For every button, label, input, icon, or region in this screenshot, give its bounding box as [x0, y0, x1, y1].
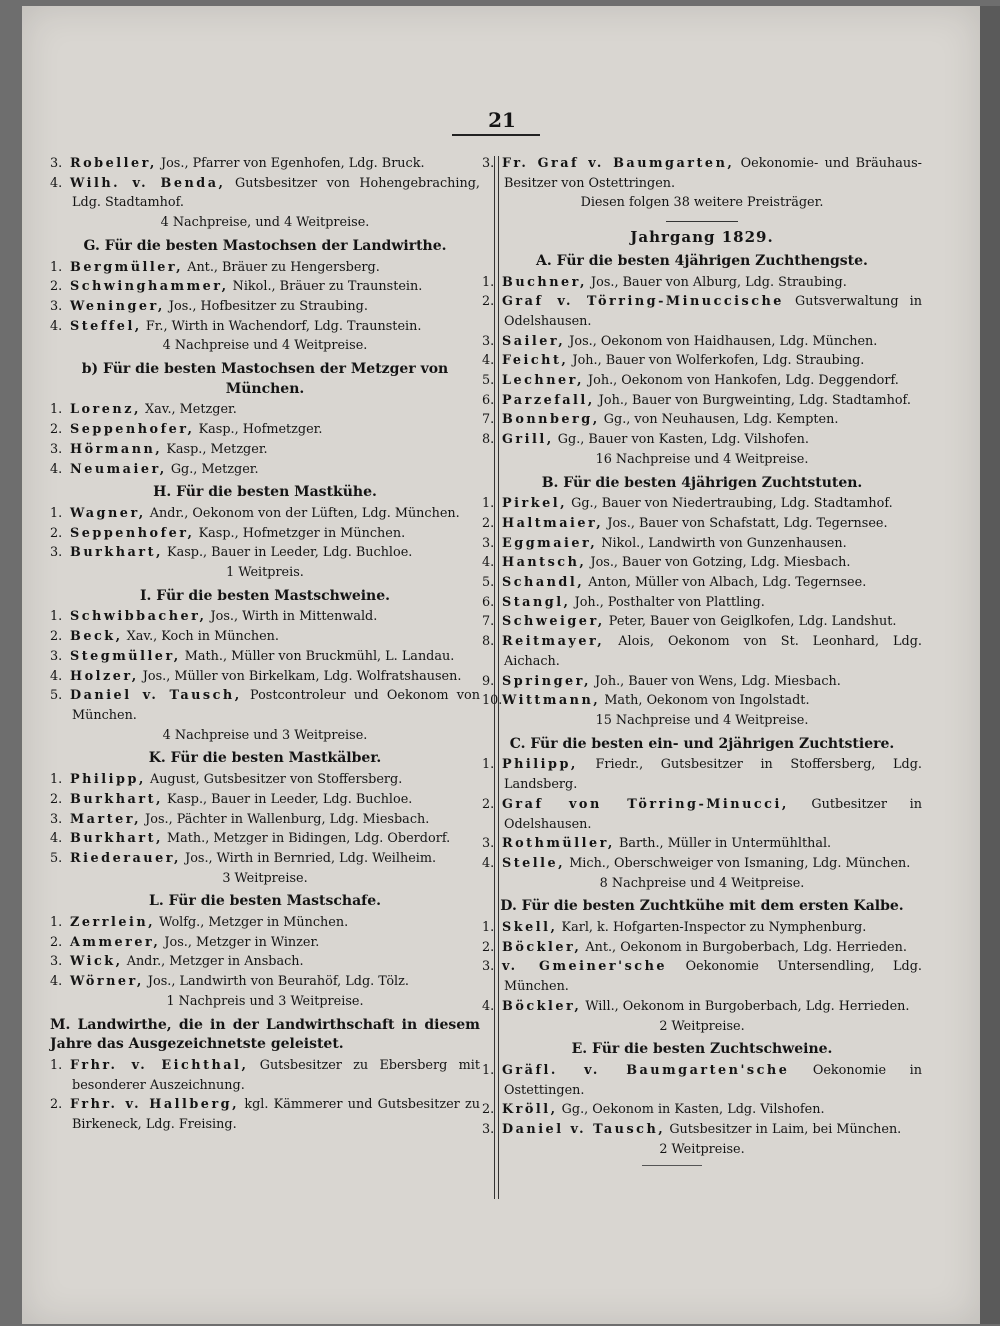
entry-number: 1.	[50, 915, 63, 931]
list-entry	[50, 1056, 480, 1095]
entry-detail: Nikol., Landwirth von Gunzenhausen.	[601, 535, 847, 551]
entry-name: Schwibbacher,	[70, 609, 207, 625]
entry-number: 3.	[50, 545, 63, 561]
list-entry	[482, 494, 922, 514]
entry-detail: Will., Oekonom in Burgoberbach, Ldg. Herrieden.	[585, 998, 910, 1014]
prize-note: 16 Nachpreise und 4 Weitpreise.	[595, 451, 809, 467]
list-entry	[50, 420, 480, 440]
entry-detail: Jos., Metzger in Winzer.	[164, 934, 320, 950]
entry-detail: Math., Müller von Bruckmühl, L. Landau.	[184, 648, 455, 664]
list-entry	[50, 277, 480, 297]
entry-name: Stelle,	[502, 855, 566, 871]
entry-number: 1.	[482, 496, 495, 512]
list-entry	[482, 292, 922, 331]
list-entry	[50, 440, 480, 460]
entry-detail: Math, Oekonom von Ingolstadt.	[604, 693, 810, 709]
entry-name: Haltmaier,	[502, 515, 604, 531]
list-entry	[482, 553, 922, 573]
entry-number: 2.	[50, 422, 63, 438]
section-heading: L. Für die besten Mastschafe.	[149, 893, 381, 910]
entry-detail: Kasp., Hofmetzger in München.	[198, 525, 406, 541]
entry-name: Burkhart,	[70, 545, 163, 561]
entry-name: Burkhart,	[70, 791, 163, 807]
entry-detail: Joh., Posthalter von Plattling.	[574, 594, 765, 610]
entry-name: Buchner,	[502, 274, 587, 290]
entry-name: Bonnberg,	[502, 412, 600, 428]
entry-name: Böckler,	[502, 939, 582, 955]
entry-number: 4.	[50, 175, 63, 191]
list-entry	[482, 632, 922, 671]
entry-detail: Jos., Bauer von Gotzing, Ldg. Miesbach.	[590, 555, 851, 571]
entry-name: Weninger,	[70, 298, 165, 314]
list-entry	[482, 154, 922, 193]
list-entry	[50, 460, 480, 480]
section-heading: M. Landwirthe, die in der Landwirthschaft in diesem Jahre das Ausgezeichnetste geleistet.	[50, 1016, 480, 1053]
entry-number: 2.	[50, 1097, 63, 1113]
entry-name: Grill,	[502, 432, 554, 448]
entry-number: 1.	[482, 1062, 495, 1078]
entry-detail: Kasp., Hofmetzger.	[198, 422, 323, 438]
list-entry	[50, 174, 480, 213]
list-entry	[50, 258, 480, 278]
entry-number: 4.	[50, 461, 63, 477]
entry-number: 2.	[482, 1102, 495, 1118]
list-entry	[482, 854, 922, 874]
entry-detail: Jos., Pfarrer von Egenhofen, Ldg. Bruck.	[160, 156, 425, 171]
list-entry	[482, 997, 922, 1017]
list-entry	[50, 952, 480, 972]
entry-detail: Jos., Bauer von Schafstatt, Ldg. Tegernsee.	[607, 515, 888, 531]
prize-note: 1 Nachpreis und 3 Weitpreise.	[166, 993, 364, 1009]
entry-name: Skell,	[502, 920, 558, 936]
entry-number: 2.	[50, 279, 63, 295]
entry-name: v. Gmeiner'sche	[502, 959, 668, 975]
entry-number: 1.	[482, 757, 495, 773]
list-entry	[50, 849, 480, 869]
entry-number: 4.	[482, 353, 495, 369]
section-rule	[666, 221, 738, 222]
entry-number: 3.	[482, 535, 495, 551]
entry-name: Böckler,	[502, 998, 582, 1014]
prize-note: 4 Nachpreise und 3 Weitpreise.	[162, 727, 368, 743]
entry-name: Kröll,	[502, 1102, 558, 1118]
entry-detail: Andr., Metzger in Ansbach.	[126, 954, 304, 970]
list-entry	[482, 691, 922, 711]
list-entry	[50, 400, 480, 420]
entry-detail: Kasp., Bauer in Leeder, Ldg. Buchloe.	[167, 545, 413, 561]
list-entry	[482, 410, 922, 430]
list-entry	[50, 504, 480, 524]
list-entry	[50, 686, 480, 725]
entry-detail: Xav., Metzger.	[145, 402, 237, 418]
entry-number: 2.	[482, 515, 495, 531]
prize-note: 15 Nachpreise und 4 Weitpreise.	[595, 712, 809, 728]
section-heading: D. Für die besten Zuchtkühe mit dem ersten Kalbe.	[500, 898, 904, 915]
entry-detail: Math., Metzger in Bidingen, Ldg. Oberdorf.	[167, 831, 451, 847]
list-entry	[50, 667, 480, 687]
entry-number: 2.	[482, 796, 495, 812]
entry-name: Ammerer,	[70, 934, 161, 950]
list-entry	[50, 627, 480, 647]
entry-detail: Xav., Koch in München.	[126, 629, 279, 645]
entry-number: 7.	[482, 614, 495, 630]
list-entry	[50, 317, 480, 337]
list-entry	[482, 755, 922, 794]
list-entry	[50, 297, 480, 317]
list-entry	[50, 647, 480, 667]
entry-number: 4.	[482, 555, 495, 571]
list-entry	[482, 273, 922, 293]
list-entry	[482, 430, 922, 450]
entry-name: Frhr. v. Hallberg,	[70, 1097, 240, 1113]
entry-name: Daniel v. Tausch,	[502, 1122, 666, 1138]
entry-name: Riederauer,	[70, 850, 181, 866]
page-edge-shadow	[980, 6, 1000, 1324]
entry-number: 3.	[50, 648, 63, 664]
list-entry	[50, 829, 480, 849]
list-entry	[482, 514, 922, 534]
entry-detail: Oekonomie in Ostettingen.	[504, 1062, 922, 1098]
entry-number: 4.	[482, 998, 495, 1014]
entry-detail: Nikol., Bräuer zu Traunstein.	[232, 279, 423, 295]
entry-detail: Jos., Hofbesitzer zu Straubing.	[168, 298, 368, 314]
entry-name: Stegmüller,	[70, 648, 181, 664]
entry-name: Pirkel,	[502, 496, 568, 512]
entry-detail: Jos., Wirth in Mittenwald.	[210, 609, 378, 625]
entry-detail: Jos., Wirth in Bernried, Ldg. Weilheim.	[185, 850, 437, 866]
entry-number: 2.	[50, 791, 63, 807]
entry-number: 10.	[482, 693, 503, 709]
entry-number: 9.	[482, 673, 495, 689]
entry-number: 3.	[482, 836, 495, 852]
list-entry	[482, 391, 922, 411]
entry-number: 1.	[50, 259, 63, 275]
list-entry	[50, 913, 480, 933]
entry-detail: Joh., Oekonom von Hankofen, Ldg. Deggendorf.	[588, 373, 899, 389]
entry-number: 2.	[482, 939, 495, 955]
section-heading: E. Für die besten Zuchtschweine.	[571, 1041, 833, 1058]
entry-name: Schweiger,	[502, 614, 605, 630]
entry-name: Hörmann,	[70, 441, 163, 457]
entry-name: Stangl,	[502, 594, 571, 610]
entry-number: 3.	[50, 298, 63, 314]
entry-detail: Gutsbesitzer von Hohengebraching, Ldg. Stadtamhof.	[72, 175, 480, 211]
section-heading: b) Für die besten Mastochsen der Metzger von München.	[81, 361, 449, 397]
entry-number: 1.	[50, 402, 63, 418]
entry-detail: Jos., Landwirth von Beurahöf, Ldg. Tölz.	[147, 974, 409, 990]
entry-detail: Ant., Bräuer zu Hengersberg.	[187, 259, 380, 275]
entry-name: Wick,	[70, 954, 123, 970]
entry-detail: Oekonomie- und Bräuhaus-Besitzer von Ostettringen.	[504, 156, 922, 191]
entry-name: Rothmüller,	[502, 836, 615, 852]
entry-number: 6.	[482, 594, 495, 610]
entry-name: Philipp,	[70, 772, 146, 788]
entry-number: 3.	[50, 156, 63, 171]
entry-detail: Karl, k. Hofgarten-Inspector zu Nymphenburg.	[561, 920, 867, 936]
entry-number: 2.	[50, 934, 63, 950]
entry-detail: Gutsbesitzer in Laim, bei München.	[669, 1122, 902, 1138]
prize-note: Diesen folgen 38 weitere Preisträger.	[580, 195, 824, 211]
page-number: 21	[488, 108, 516, 132]
list-entry	[50, 1095, 480, 1134]
entry-detail: Fr., Wirth in Wachendorf, Ldg. Traunstein.	[145, 318, 422, 334]
entry-name: Wagner,	[70, 505, 146, 521]
entry-name: Lorenz,	[70, 402, 141, 418]
entry-name: Fr. Graf v. Baumgarten,	[502, 156, 735, 171]
entry-number: 4.	[50, 831, 63, 847]
list-entry	[482, 795, 922, 834]
section-heading: K. Für die besten Mastkälber.	[148, 750, 382, 767]
entry-number: 3.	[482, 156, 495, 171]
entry-number: 1.	[50, 505, 63, 521]
entry-name: Frhr. v. Eichthal,	[70, 1057, 249, 1073]
entry-name: Parzefall,	[502, 392, 595, 408]
list-entry	[482, 1120, 922, 1140]
entry-number: 1.	[50, 772, 63, 788]
section-heading: G. Für die besten Mastochsen der Landwirthe.	[83, 237, 447, 254]
entry-detail: Alois, Oekonom von St. Leonhard, Ldg. Aichach.	[504, 634, 923, 669]
entry-detail: Gg., Bauer von Kasten, Ldg. Vilshofen.	[557, 432, 809, 448]
entry-detail: Gg., Oekonom in Kasten, Ldg. Vilshofen.	[561, 1102, 825, 1118]
entry-number: 5.	[50, 688, 63, 704]
entry-detail: Gutbesitzer in Odelshausen.	[504, 796, 922, 832]
list-entry	[482, 938, 922, 958]
entry-name: Hantsch,	[502, 555, 587, 571]
entry-name: Graf v. Törring-Minuccische	[502, 294, 784, 310]
list-entry	[50, 524, 480, 544]
entry-detail: Mich., Oberschweiger von Ismaning, Ldg. München.	[569, 855, 911, 871]
list-entry	[482, 612, 922, 632]
entry-number: 8.	[482, 432, 495, 448]
entry-detail: Gg., Metzger.	[170, 461, 259, 477]
entry-name: Sailer,	[502, 333, 566, 349]
entry-name: Beck,	[70, 629, 123, 645]
entry-name: Wilh. v. Benda,	[70, 175, 226, 191]
entry-detail: Jos., Bauer von Alburg, Ldg. Straubing.	[591, 274, 847, 290]
year-heading: Jahrgang 1829.	[630, 228, 774, 247]
entry-detail: Postcontroleur und Oekonom von München.	[72, 688, 480, 723]
prize-note: 8 Nachpreise und 4 Weitpreise.	[599, 875, 805, 891]
entry-name: Reitmayer,	[502, 634, 605, 650]
section-heading: H. Für die besten Mastkühe.	[153, 484, 377, 501]
entry-number: 8.	[482, 634, 495, 650]
entry-name: Burkhart,	[70, 831, 163, 847]
entry-detail: Kasp., Bauer in Leeder, Ldg. Buchloe.	[167, 791, 413, 807]
entry-name: Bergmüller,	[70, 259, 184, 275]
entry-name: Eggmaier,	[502, 535, 598, 551]
entry-number: 3.	[50, 954, 63, 970]
entry-detail: August, Gutsbesitzer von Stoffersberg.	[149, 772, 403, 788]
entry-number: 1.	[50, 1057, 63, 1073]
entry-name: Marter,	[70, 811, 142, 827]
end-rule	[642, 1165, 702, 1166]
prize-note: 4 Nachpreise, und 4 Weitpreise.	[160, 215, 370, 231]
entry-name: Holzer,	[70, 668, 139, 684]
list-entry	[482, 1100, 922, 1120]
entry-name: Robeller,	[70, 156, 157, 171]
entry-number: 3.	[482, 959, 495, 975]
left-column	[50, 154, 480, 1135]
entry-detail: Gg., von Neuhausen, Ldg. Kempten.	[603, 412, 839, 428]
entry-detail: Oekonomie Untersendling, Ldg. München.	[504, 959, 922, 995]
list-entry	[482, 834, 922, 854]
section-heading: B. Für die besten 4jährigen Zuchtstuten.	[541, 474, 863, 491]
entry-number: 5.	[482, 575, 495, 591]
entry-number: 4.	[50, 318, 63, 334]
entry-number: 2.	[50, 525, 63, 541]
right-column	[482, 154, 922, 1166]
list-entry	[482, 918, 922, 938]
entry-number: 3.	[50, 441, 63, 457]
entry-name: Lechner,	[502, 373, 584, 389]
list-entry	[482, 593, 922, 613]
entry-detail: Jos., Pächter in Wallenburg, Ldg. Miesbach.	[145, 811, 430, 827]
list-entry	[50, 770, 480, 790]
list-entry	[482, 672, 922, 692]
section-heading: I. Für die besten Mastschweine.	[139, 587, 391, 604]
list-entry	[50, 543, 480, 563]
entry-name: Daniel v. Tausch,	[70, 688, 242, 704]
entry-number: 4.	[50, 974, 63, 990]
list-entry	[482, 1061, 922, 1100]
entry-detail: Jos., Oekonom von Haidhausen, Ldg. München.	[569, 333, 878, 349]
entry-number: 1.	[482, 274, 495, 290]
entry-name: Zerrlein,	[70, 915, 156, 931]
prize-note: 2 Weitpreise.	[659, 1018, 745, 1034]
list-entry	[50, 933, 480, 953]
entry-name: Schandl,	[502, 575, 585, 591]
entry-number: 1.	[50, 609, 63, 625]
entry-number: 5.	[50, 850, 63, 866]
entry-detail: Joh., Bauer von Wolferkofen, Ldg. Straubing.	[572, 353, 865, 369]
entry-detail: Gg., Bauer von Niedertraubing, Ldg. Stadtamhof.	[571, 496, 893, 512]
entry-number: 6.	[482, 392, 495, 408]
entry-detail: Andr., Oekonom von der Lüften, Ldg. München.	[149, 505, 460, 521]
entry-number: 3.	[50, 811, 63, 827]
entry-detail: Gutsverwaltung in Odelshausen.	[504, 294, 922, 329]
entry-detail: Ant., Oekonom in Burgoberbach, Ldg. Herrieden.	[585, 939, 907, 955]
list-entry	[50, 972, 480, 992]
entry-detail: Gutsbesitzer zu Ebersberg mit besonderer Auszeichnung.	[72, 1057, 480, 1093]
entry-detail: kgl. Kämmerer und Gutsbesitzer zu Birkeneck, Ldg. Freising.	[72, 1097, 480, 1133]
entry-name: Philipp,	[502, 757, 578, 773]
entry-name: Neumaier,	[70, 461, 167, 477]
entry-name: Gräfl. v. Baumgarten'sche	[502, 1062, 790, 1078]
document-page	[22, 6, 980, 1324]
entry-number: 3.	[482, 333, 495, 349]
entry-number: 2.	[482, 294, 495, 310]
entry-number: 2.	[50, 629, 63, 645]
prize-note: 1 Weitpreis.	[226, 565, 304, 581]
entry-name: Seppenhofer,	[70, 422, 195, 438]
entry-name: Seppenhofer,	[70, 525, 195, 541]
entry-number: 4.	[50, 668, 63, 684]
entry-detail: Kasp., Metzger.	[166, 441, 268, 457]
entry-detail: Wolfg., Metzger in München.	[159, 915, 349, 931]
entry-name: Wittmann,	[502, 693, 601, 709]
entry-detail: Joh., Bauer von Burgweinting, Ldg. Stadtamhof.	[598, 392, 911, 408]
entry-name: Steffel,	[70, 318, 142, 334]
prize-note: 2 Weitpreise.	[659, 1141, 745, 1157]
entry-detail: Barth., Müller in Untermühlthal.	[618, 836, 832, 852]
list-entry	[50, 790, 480, 810]
section-heading: A. Für die besten 4jährigen Zuchthengste.	[536, 252, 868, 269]
prize-note: 4 Nachpreise und 4 Weitpreise.	[162, 338, 368, 354]
prize-note: 3 Weitpreise.	[222, 870, 308, 886]
page-number-rule	[452, 134, 540, 136]
entry-detail: Peter, Bauer von Geiglkofen, Ldg. Landshut.	[608, 614, 897, 630]
list-entry	[50, 810, 480, 830]
entry-number: 4.	[482, 855, 495, 871]
list-entry	[482, 332, 922, 352]
entry-detail: Joh., Bauer von Wens, Ldg. Miesbach.	[595, 673, 841, 689]
list-entry	[50, 154, 480, 174]
list-entry	[482, 957, 922, 996]
entry-number: 7.	[482, 412, 495, 428]
section-heading: C. Für die besten ein- und 2jährigen Zuchtstiere.	[509, 735, 895, 752]
list-entry	[482, 371, 922, 391]
entry-name: Feicht,	[502, 353, 569, 369]
entry-detail: Jos., Müller von Birkelkam, Ldg. Wolfratshausen.	[142, 668, 462, 684]
list-entry	[482, 573, 922, 593]
list-entry	[482, 534, 922, 554]
list-entry	[50, 607, 480, 627]
entry-name: Schwinghammer,	[70, 279, 229, 295]
entry-detail: Anton, Müller von Albach, Ldg. Tegernsee.	[588, 575, 867, 591]
list-entry	[482, 351, 922, 371]
entry-name: Wörner,	[70, 974, 144, 990]
entry-name: Graf von Törring-Minucci,	[502, 796, 789, 812]
entry-number: 1.	[482, 920, 495, 936]
entry-name: Springer,	[502, 673, 591, 689]
entry-detail: Friedr., Gutsbesitzer in Stoffersberg, Ldg. Landsberg.	[504, 757, 922, 793]
entry-number: 5.	[482, 373, 495, 389]
entry-number: 3.	[482, 1122, 495, 1138]
